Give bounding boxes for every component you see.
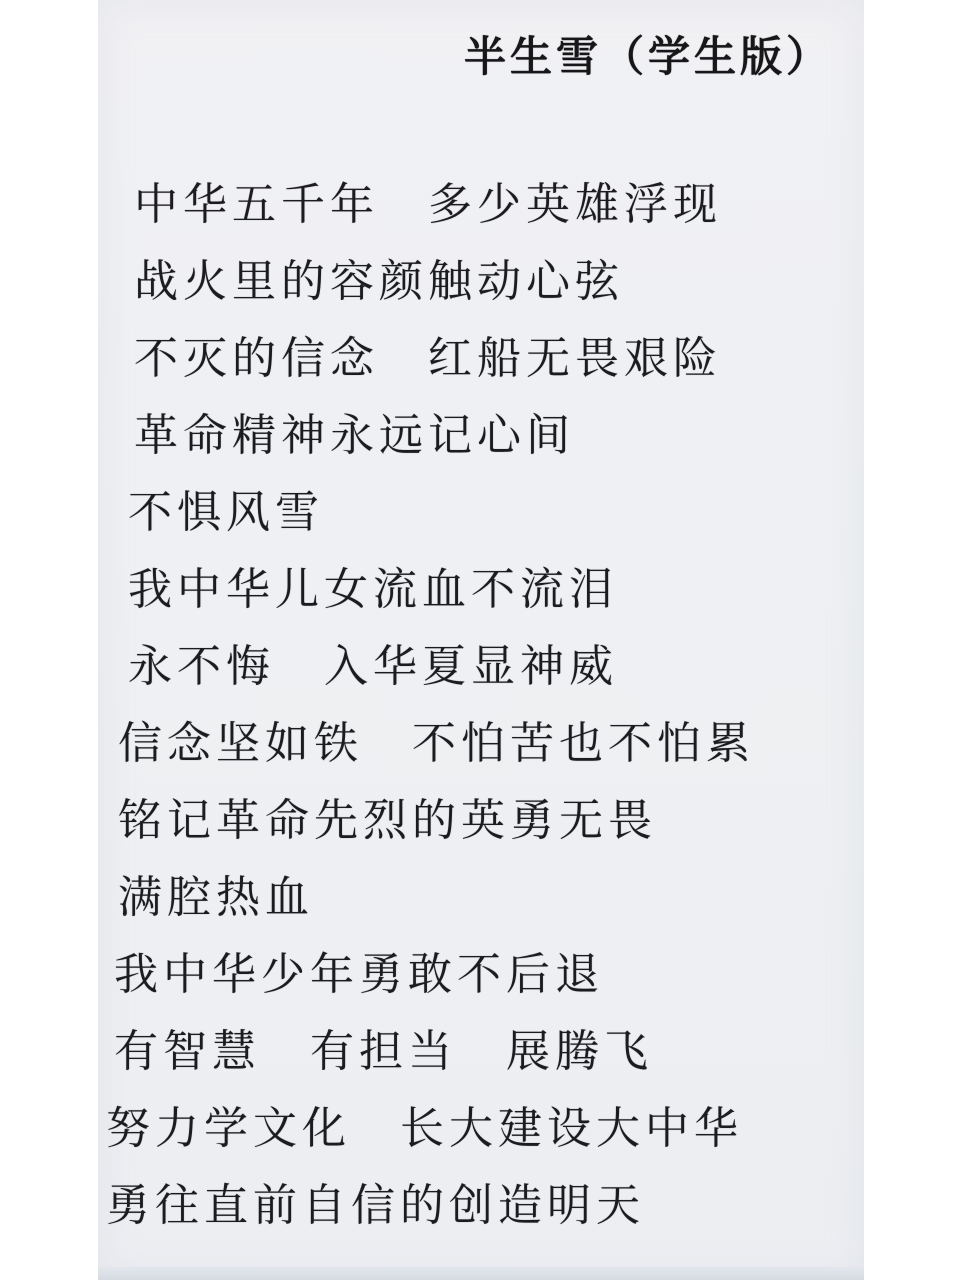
paper-bottom-edge (98, 1267, 864, 1280)
lyric-line: 我中华少年勇敢不后退 (114, 949, 604, 1000)
lyric-line: 我中华儿女流血不流泪 (128, 564, 618, 615)
lyric-line: 战火里的容颜触动心弦 (134, 256, 624, 307)
lyric-line: 铭记革命先烈的英勇无畏 (118, 795, 657, 846)
lyrics-block (98, 166, 864, 1244)
lyric-line: 革命精神永远记心间 (134, 410, 575, 461)
lyric-line: 永不悔 入华夏显神威 (128, 641, 618, 692)
lyric-line: 不灭的信念 红船无畏艰险 (134, 333, 722, 384)
lyric-line: 信念坚如铁 不怕苦也不怕累 (118, 718, 755, 769)
lyric-line: 中华五千年 多少英雄浮现 (134, 179, 722, 230)
paper-sheet (98, 0, 864, 1280)
lyric-line: 有智慧 有担当 展腾飞 (114, 1026, 653, 1077)
lyric-line: 不惧风雪 (128, 487, 324, 538)
lyric-line: 勇往直前自信的创造明天 (106, 1180, 645, 1231)
lyric-line: 努力学文化 长大建设大中华 (106, 1103, 743, 1154)
song-title: 半生雪（学生版） (463, 32, 832, 81)
lyric-line: 满腔热血 (118, 872, 314, 923)
